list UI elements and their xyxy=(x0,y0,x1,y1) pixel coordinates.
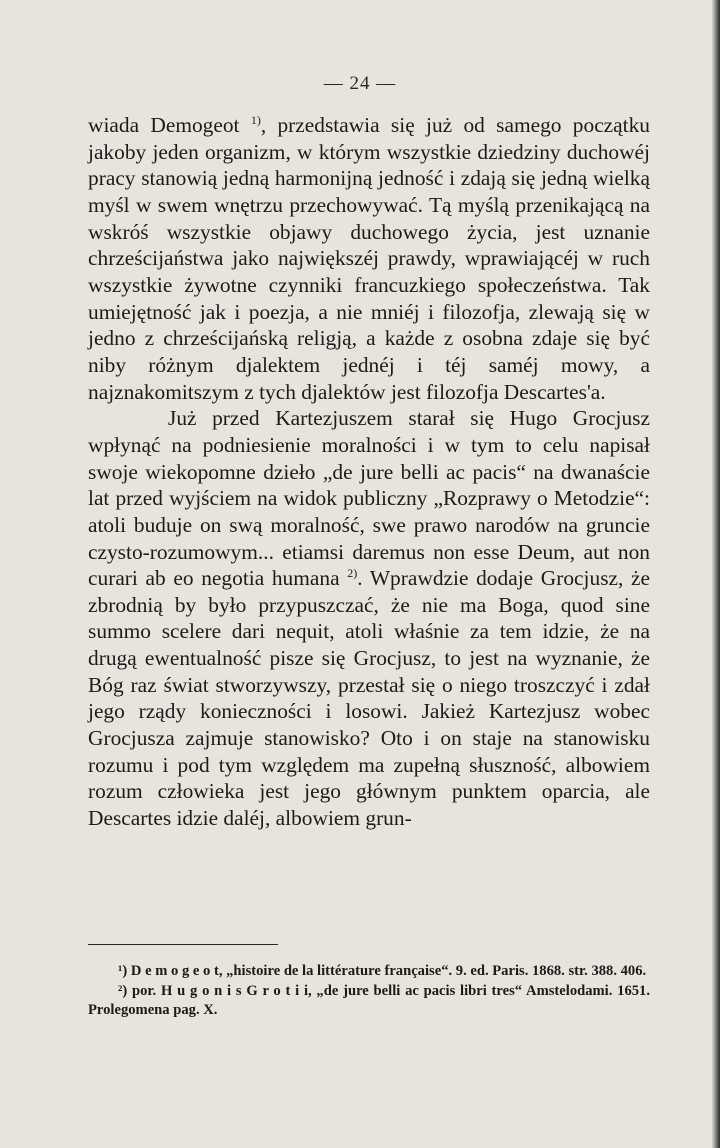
paragraph-text: Już przed Kartezjuszem starał się Hugo Grocjusz wpłynąć na podniesienie moralności i w tym to celu napisał swoje wiekopomne dzieło „de jure belli ac pacis“ na dwanaście lat przed wyjściem na widok publiczny „Rozprawy o Metodzie“: atoli buduje on swą moralność, swe prawo narodów na gruncie czysto-rozumowym... etiamsi daremus non esse Deum, aut non curari ab eo negotia humana xyxy=(88,406,650,591)
paragraph-text: . Wprawdzie dodaje Grocjusz, że zbrodnią by było przypuszczać, że nie ma Boga, quod sine summo scelere dari nequit, atoli właśnie za tem idzie, że na drugą ewentualność pisze się Grocjusz, to jest na wyznanie, że Bóg raz świat stworzywszy, przestał się o niego troszczyć i zdał jego rządy konieczności i losowi. Jakież Kartezjusz wobec Grocjusza zajmuje stanowisko? Oto i on staje na stanowisku rozumu i pod tym względem ma zupełną słuszność, albowiem rozum człowieka jest jego głównym punktem oparcia, ale Descartes idzie daléj, albowiem grun- xyxy=(88,566,651,831)
footnote: ²) por. H u g o n i s G r o t i i, „de jure belli ac pacis libri tres“ Amstelodami. 1651. Prolegomena pag. X. xyxy=(88,982,650,1018)
footnote-reference: 1) xyxy=(250,112,261,127)
paragraph-text: wiada Demogeot xyxy=(88,113,251,137)
paragraph xyxy=(88,405,650,832)
body-text xyxy=(88,112,650,832)
footnote-reference: 2) xyxy=(347,566,358,581)
page-number: — 24 — xyxy=(323,73,397,94)
page-edge-shadow xyxy=(712,0,720,1148)
paragraph-text: , przedstawia się już od samego początku jakoby jeden organizm, w którym wszystkie dziedziny duchowéj pracy stanowią jedną harmonijną jedność i zdają się jedną wielką myśl w swem wnętrzu przechowywać. Tą myślą przenikającą na wskróś wszystkie objawy duchowego życia, jest uznanie chrześcijaństwa jako największéj prawdy, wprawiającéj w ruch wszystkie żywotne czynniki francuzkiego społeczeństwa. Tak umiejętność jak i poezja, a nie mniéj i filozofja, zlewają się w jedno z chrześcijańską religją, a każde z osobna zdaje się być niby różnym djalektem jednéj i téj saméj mowy, a najznakomitszym z tych djalektów jest filozofja Descartes'a. xyxy=(88,113,651,404)
footnotes xyxy=(88,962,650,1021)
footnote: ¹) D e m o g e o t, „histoire de la littérature française“. 9. ed. Paris. 1868. str. 388. 406. xyxy=(118,963,647,979)
paragraph xyxy=(88,112,650,405)
footnote-separator xyxy=(88,944,278,945)
